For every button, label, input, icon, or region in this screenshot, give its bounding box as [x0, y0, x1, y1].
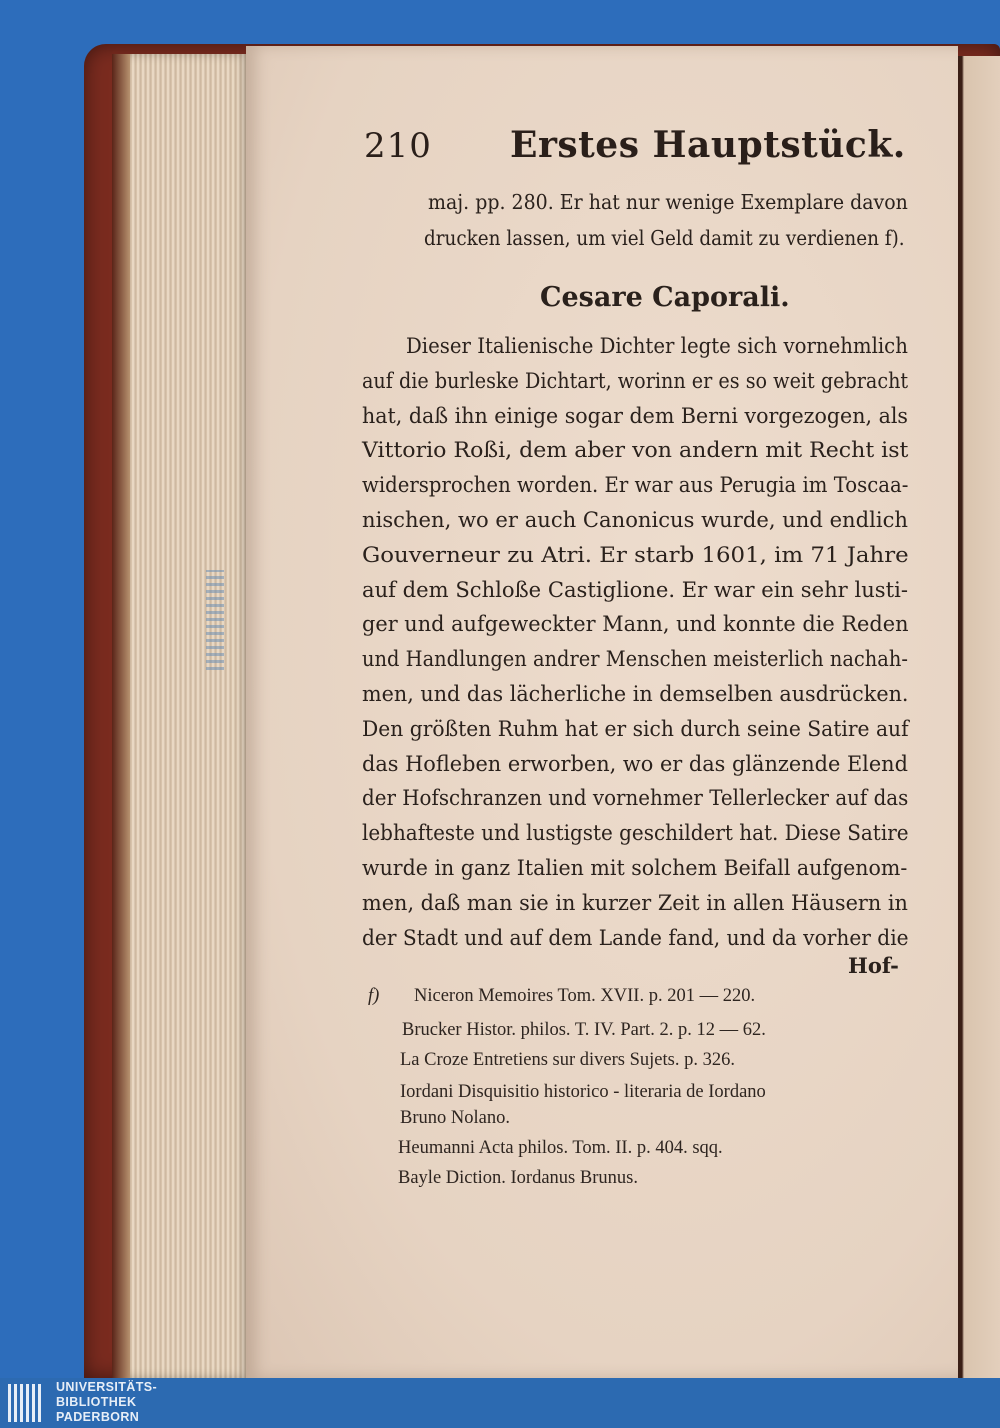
library-stamp: [206, 570, 224, 670]
library-name: [56, 1380, 157, 1425]
section-heading: Cesare Caporali.: [540, 282, 790, 313]
page-header: [360, 120, 920, 176]
text-line: Dieser Italienische Dichter legte sich vornehmlich: [406, 334, 908, 358]
next-page-edge: [958, 56, 1000, 1378]
footnote-line: Bruno Nolano.: [400, 1108, 510, 1128]
text-line: Gouverneur zu Atri. Er starb 1601, im 71 Jahre: [362, 542, 909, 567]
footnote-line: Iordani Disquisitio historico - literaria de Iordano: [400, 1082, 766, 1102]
text-line: men, daß man sie in kurzer Zeit in allen Häusern in: [362, 890, 908, 915]
footnote-line: Niceron Memoires Tom. XVII. p. 201 — 220.: [414, 986, 756, 1006]
library-line-1: UNIVERSITÄTS-: [56, 1380, 158, 1394]
footnote-line: Brucker Histor. philos. T. IV. Part. 2. p. 12 — 62.: [402, 1020, 766, 1040]
text-line: drucken lassen, um viel Geld damit zu verdienen f).: [424, 226, 905, 250]
text-line: auf dem Schloße Castiglione. Er war ein sehr lusti-: [362, 577, 908, 602]
page-number: 210: [364, 126, 432, 166]
library-line-2: BIBLIOTHEK: [56, 1395, 137, 1409]
text-line: widersprochen worden. Er war aus Perugia im Toscaa-: [362, 473, 909, 498]
footnote-line: Heumanni Acta philos. Tom. II. p. 404. sqq.: [398, 1138, 723, 1158]
text-line: lebhafteste und lustigste geschildert hat. Diese Satire: [362, 821, 909, 846]
text-line: Vittorio Roßi, dem aber von andern mit Recht ist: [362, 438, 909, 463]
text-line: der Hofschranzen und vornehmer Tellerlecker auf das: [362, 786, 909, 811]
page-edges-shadow: [112, 54, 130, 1378]
text-line: wurde in ganz Italien mit solchem Beifall aufgenom-: [362, 856, 908, 880]
library-line-3: PADERBORN: [56, 1410, 140, 1424]
text-line: das Hofleben erworben, wo er das glänzende Elend: [362, 751, 908, 776]
text-line: und Handlungen andrer Menschen meisterlich nachah-: [362, 647, 908, 672]
text-line: hat, daß ihn einige sogar dem Berni vorgezogen, als: [362, 403, 908, 428]
footnote-line: La Croze Entretiens sur divers Sujets. p. 326.: [400, 1050, 735, 1070]
footnote-marker: f): [368, 986, 380, 1006]
library-logo-icon: [6, 1380, 46, 1426]
footnote-line: Bayle Diction. Iordanus Brunus.: [398, 1168, 638, 1188]
text-line: maj. pp. 280. Er hat nur wenige Exemplare davon: [428, 190, 908, 214]
catchword: Hof-: [848, 953, 899, 978]
text-line: nischen, wo er auch Canonicus wurde, und endlich: [362, 508, 909, 532]
text-line: auf die burleske Dichtart, worinn er es so weit gebracht: [362, 368, 909, 393]
text-line: Den größten Ruhm hat er sich durch seine Satire auf: [362, 716, 909, 741]
text-line: der Stadt und auf dem Lande fand, und da vorher die: [362, 925, 909, 950]
page-edges: [112, 54, 250, 1378]
text-line: men, und das lächerliche in demselben ausdrücken.: [362, 682, 909, 706]
text-line: ger und aufgeweckter Mann, und konnte die Reden: [362, 612, 909, 637]
running-title: Erstes Hauptstück.: [510, 124, 906, 166]
